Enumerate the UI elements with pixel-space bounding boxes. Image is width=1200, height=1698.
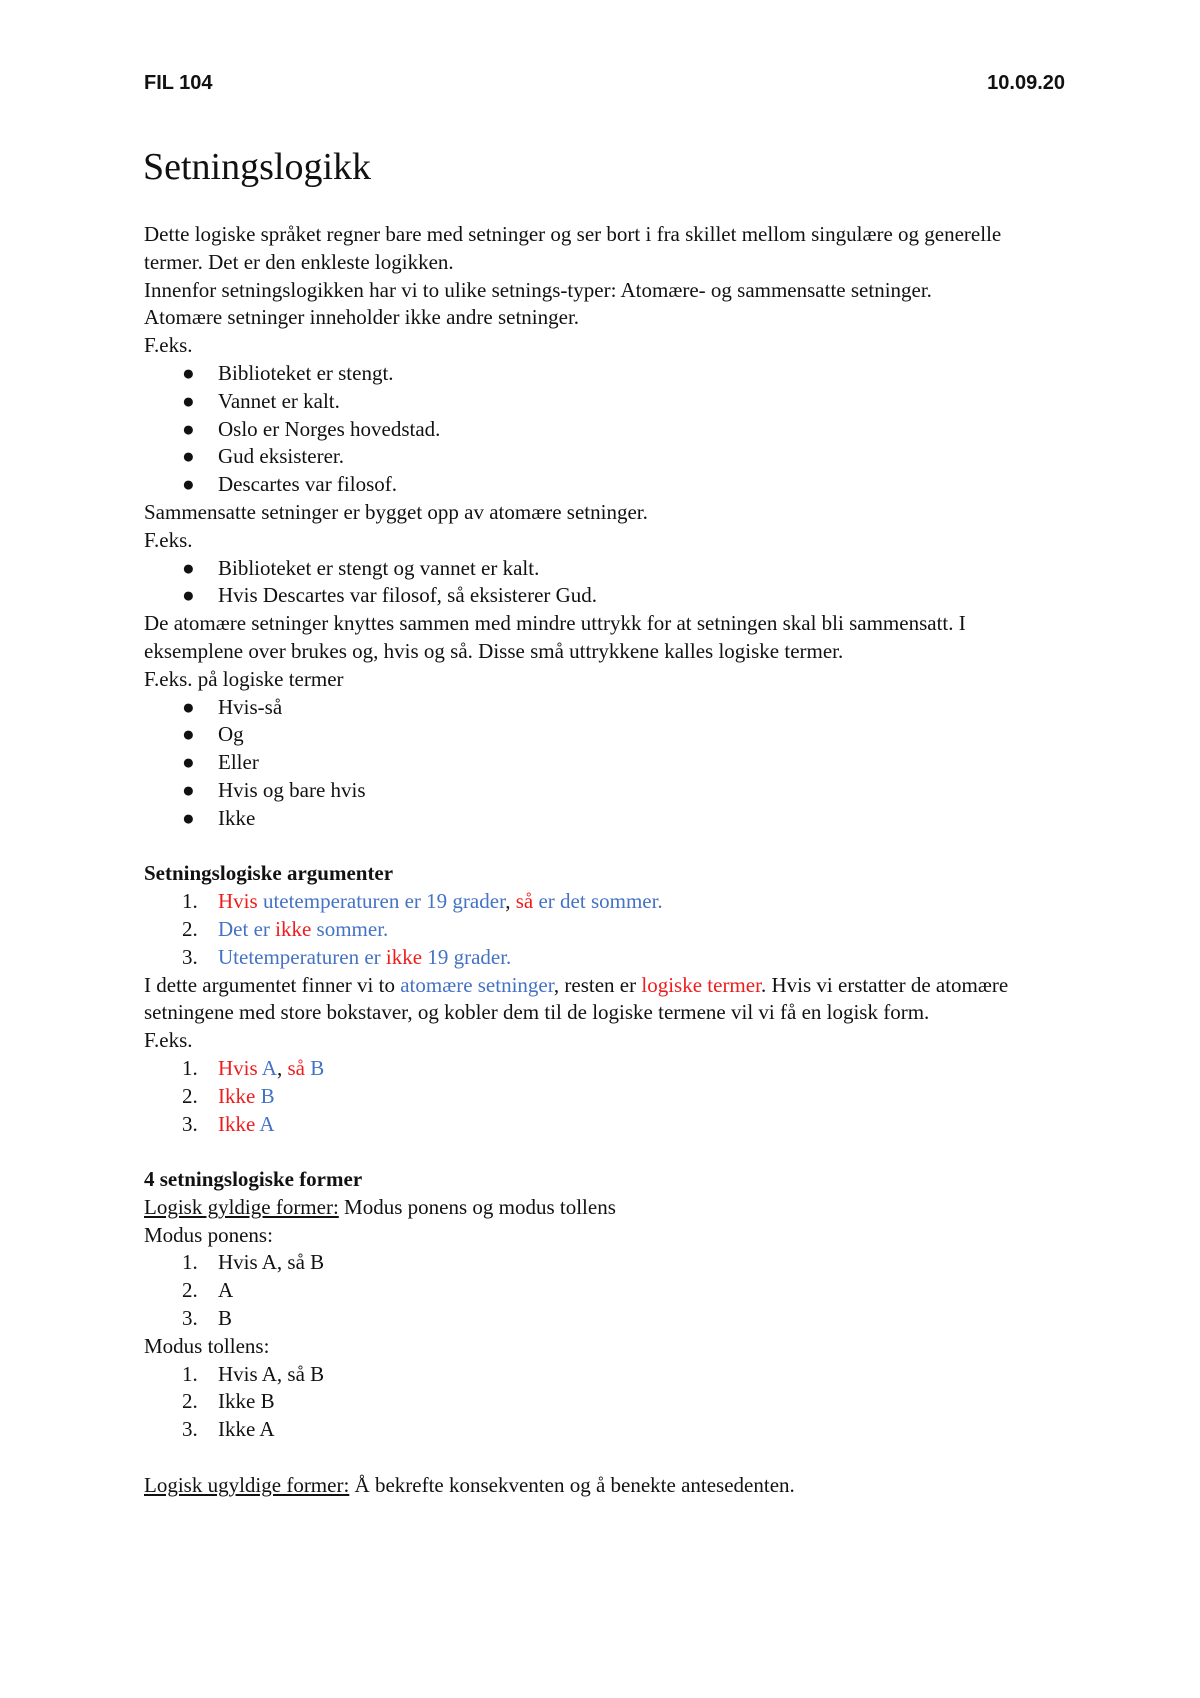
list-number: 2. [182,1389,198,1414]
modus-ponens-list [144,1249,1064,1332]
section-heading-arguments: Setningslogiske argumenter [144,861,394,886]
list-item: 1. Hvis utetemperaturen er 19 grader, så er det sommer. [144,888,1064,916]
header-date: 10.09.20 [987,72,1065,94]
list-item: ● Biblioteket er stengt og vannet er kalt. [144,555,1064,583]
list-item: ● Ikke [144,805,1064,833]
header-course: FIL 104 [144,72,213,94]
argument-list [144,888,1064,971]
logical-form-list [144,1055,1064,1138]
list-item: 3. Ikke A [144,1111,1064,1139]
list-number: 2. [182,1278,198,1303]
list-number: 1. [182,1250,198,1275]
list-item: 2. Det er ikke sommer. [144,916,1064,944]
list-item: 1. Hvis A, så B [144,1055,1064,1083]
list-number: 3. [182,1417,198,1442]
list-number: 2. [182,1083,198,1108]
terms-paragraph: De atomære setninger knyttes sammen med mindre uttrykk for at setningen skal bli sammensatt. I eksemplene over brukes og, hvis og så. Disse små uttrykkene kalles logiske termer. [144,611,966,663]
bullet-icon: ● [182,777,195,802]
list-item: 2. A [144,1277,1064,1305]
modus-ponens-label: Modus ponens: [144,1222,273,1247]
list-number: 3. [182,1306,198,1331]
invalid-forms-line: Logisk ugyldige former: Å bekrefte konsekventen og å benekte antesedenten. [144,1472,795,1497]
list-number: 1. [182,1361,198,1386]
list-item: 1. Hvis A, så B [144,1361,1064,1389]
list-item: 2. Ikke B [144,1388,1064,1416]
list-item: ● Hvis-så [144,694,1064,722]
valid-forms-line: Logisk gyldige former: Modus ponens og modus tollens [144,1194,616,1219]
section-heading-forms: 4 setningslogiske former [144,1167,363,1192]
intro-paragraph: Dette logiske språket regner bare med setninger og ser bort i fra skillet mellom singulære og generelle termer. Det er den enkleste logikken. [144,222,1002,274]
list-item: ● Gud eksisterer. [144,443,1064,471]
bullet-icon: ● [182,388,195,413]
list-number: 1. [182,1055,198,1080]
logical-terms-list [144,694,1064,833]
list-number: 3. [182,1111,198,1136]
compound-examples-list [144,555,1064,611]
bullet-icon: ● [182,583,195,608]
bullet-icon: ● [182,472,195,497]
list-item: ● Oslo er Norges hovedstad. [144,416,1064,444]
list-number: 3. [182,944,198,969]
intro-paragraph: Atomære setninger inneholder ikke andre setninger. [144,305,580,330]
feks-label: F.eks. [144,333,193,358]
list-item: 2. Ikke B [144,1083,1064,1111]
list-item: 3. Utetemperaturen er ikke 19 grader. [144,944,1064,972]
bullet-icon: ● [182,805,195,830]
feks-label: F.eks. på logiske termer [144,666,344,691]
list-item: ● Vannet er kalt. [144,388,1064,416]
bullet-icon: ● [182,750,195,775]
bullet-icon: ● [182,416,195,441]
bullet-icon: ● [182,694,195,719]
list-item: 1. Hvis A, så B [144,1249,1064,1277]
compound-intro: Sammensatte setninger er bygget opp av atomære setninger. [144,499,648,524]
list-item: ● Hvis Descartes var filosof, så eksisterer Gud. [144,582,1064,610]
list-item: ● Biblioteket er stengt. [144,360,1064,388]
list-item: ● Og [144,721,1064,749]
modus-tollens-label: Modus tollens: [144,1333,270,1358]
bullet-icon: ● [182,722,195,747]
list-item: ● Eller [144,749,1064,777]
list-item: 3. B [144,1305,1064,1333]
list-item: ● Hvis og bare hvis [144,777,1064,805]
list-item: 3. Ikke A [144,1416,1064,1444]
intro-paragraph: Innenfor setningslogikken har vi to ulike setnings-typer: Atomære- og sammensatte setninger. [144,277,932,302]
bullet-icon: ● [182,360,195,385]
bullet-icon: ● [182,555,195,580]
feks-label: F.eks. [144,1028,193,1053]
atomic-examples-list [144,360,1064,499]
document-body [144,221,1064,1500]
feks-label: F.eks. [144,527,193,552]
list-item: ● Descartes var filosof. [144,471,1064,499]
list-number: 1. [182,889,198,914]
page-title: Setningslogikk [143,146,372,188]
bullet-icon: ● [182,444,195,469]
list-number: 2. [182,916,198,941]
modus-tollens-list [144,1361,1064,1444]
argument-paragraph: I dette argumentet finner vi to atomære setninger, resten er logiske termer. Hvis vi erstatter de atomære setningene med store bokstaver, og kobler dem til de logiske termene vil vi få en logisk form. [144,972,1009,1025]
